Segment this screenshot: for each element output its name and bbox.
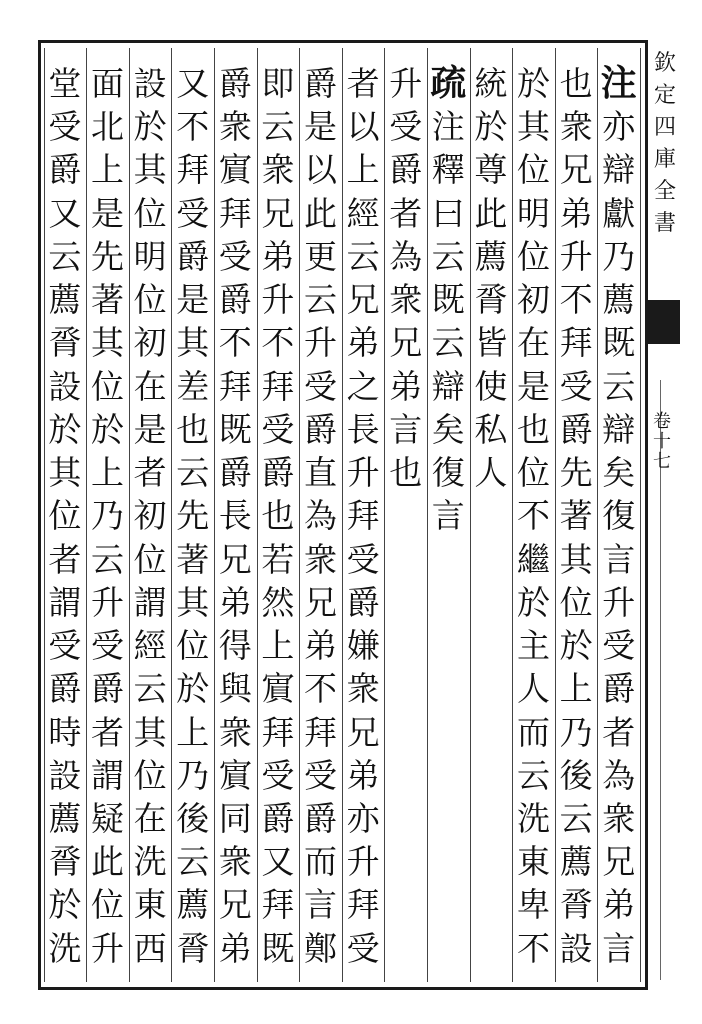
text-char: 獻 (602, 193, 636, 233)
text-char: 繼 (516, 539, 550, 579)
text-char: 洗 (516, 798, 550, 838)
text-char: 不 (176, 107, 210, 147)
text-char: 拜 (261, 712, 295, 752)
text-char: 上 (559, 669, 593, 709)
text-column (299, 62, 342, 970)
text-char: 初 (133, 496, 167, 536)
text-char: 乃 (90, 496, 124, 536)
text-char: 先 (559, 453, 593, 493)
text-char: 升 (346, 453, 380, 493)
text-char: 尊 (474, 150, 508, 190)
text-char: 弟 (346, 323, 380, 363)
text-column (129, 62, 172, 970)
text-char: 也 (559, 64, 593, 103)
text-char: 衆 (261, 150, 295, 190)
text-char: 此 (90, 842, 124, 882)
text-char: 賔 (261, 669, 295, 709)
text-char: 此 (303, 193, 337, 233)
text-char: 初 (133, 323, 167, 363)
text-char: 卑 (516, 885, 550, 925)
text-char: 位 (176, 626, 210, 666)
text-char: 鄭 (303, 928, 337, 968)
annotation-marker: 注 (600, 62, 637, 104)
text-column (44, 62, 87, 970)
text-char: 設 (133, 64, 167, 103)
text-char: 受 (346, 539, 380, 579)
text-char: 兄 (346, 712, 380, 752)
text-char: 復 (431, 453, 465, 493)
text-char: 兄 (218, 539, 252, 579)
text-char: 此 (474, 193, 508, 233)
text-char: 升 (90, 582, 124, 622)
text-char: 設 (48, 366, 82, 406)
text-char: 時 (48, 712, 82, 752)
text-char: 是 (133, 409, 167, 449)
text-char: 拜 (303, 712, 337, 752)
text-char: 著 (90, 280, 124, 320)
text-char: 不 (516, 928, 550, 968)
text-char: 其 (516, 107, 550, 147)
text-char: 爵 (48, 150, 82, 190)
text-char: 升 (303, 323, 337, 363)
text-char: 東 (133, 885, 167, 925)
text-char: 疑 (90, 798, 124, 838)
text-char: 上 (346, 150, 380, 190)
text-char: 而 (303, 842, 337, 882)
text-char: 謂 (48, 582, 82, 622)
text-column (171, 62, 214, 970)
text-char: 上 (90, 453, 124, 493)
text-char: 而 (516, 712, 550, 752)
text-char: 兄 (559, 150, 593, 190)
text-char: 位 (516, 150, 550, 190)
text-char: 云 (176, 842, 210, 882)
text-char: 衆 (303, 539, 337, 579)
text-char: 辯 (431, 366, 465, 406)
text-char: 於 (133, 107, 167, 147)
text-char: 以 (346, 107, 380, 147)
text-char: 也 (389, 453, 423, 493)
text-char: 乃 (559, 712, 593, 752)
text-char: 爵 (218, 280, 252, 320)
text-char: 爵 (261, 453, 295, 493)
text-char: 於 (559, 626, 593, 666)
text-char: 是 (303, 107, 337, 147)
text-char: 釋 (431, 150, 465, 190)
juan-char: 卷 (653, 411, 671, 432)
text-char: 弟 (218, 928, 252, 968)
text-char: 云 (303, 280, 337, 320)
text-char: 言 (602, 928, 636, 968)
text-char: 與 (218, 669, 252, 709)
text-char: 矣 (431, 409, 465, 449)
text-char: 言 (431, 496, 465, 536)
text-char: 同 (218, 798, 252, 838)
text-char: 長 (218, 496, 252, 536)
text-char: 著 (559, 496, 593, 536)
text-char: 謂 (133, 582, 167, 622)
text-char: 薦 (48, 280, 82, 320)
text-char: 東 (516, 842, 550, 882)
column-rule (640, 48, 641, 982)
text-char: 弟 (303, 626, 337, 666)
text-char: 薦 (48, 798, 82, 838)
text-char: 得 (218, 626, 252, 666)
margin-char: 欽 (653, 51, 676, 76)
text-char: 拜 (346, 885, 380, 925)
text-char: 之 (346, 366, 380, 406)
text-char: 為 (602, 755, 636, 795)
text-char: 脀 (48, 842, 82, 882)
text-char: 拜 (176, 150, 210, 190)
text-char: 上 (261, 626, 295, 666)
text-char: 爵 (48, 669, 82, 709)
text-char: 拜 (218, 193, 252, 233)
margin-title (650, 48, 680, 240)
text-char: 受 (261, 409, 295, 449)
text-char: 又 (48, 193, 82, 233)
text-char: 位 (133, 539, 167, 579)
text-char: 更 (303, 236, 337, 276)
text-char: 爵 (261, 798, 295, 838)
text-char: 位 (133, 755, 167, 795)
text-char: 於 (516, 582, 550, 622)
text-char: 經 (346, 193, 380, 233)
text-char: 私 (474, 409, 508, 449)
text-char: 即 (261, 64, 295, 103)
text-char: 云 (431, 236, 465, 276)
text-column (384, 62, 427, 494)
text-char: 云 (48, 236, 82, 276)
text-char: 云 (261, 107, 295, 147)
text-char: 以 (303, 150, 337, 190)
text-char: 是 (516, 366, 550, 406)
text-char: 爵 (389, 150, 423, 190)
text-column (512, 62, 555, 970)
juan-char: 七 (653, 451, 671, 472)
text-char: 拜 (559, 323, 593, 363)
juan-char: 十 (653, 431, 671, 452)
text-char: 矣 (602, 453, 636, 493)
text-char: 不 (218, 323, 252, 363)
text-char: 位 (516, 453, 550, 493)
text-char: 位 (133, 280, 167, 320)
text-char: 於 (48, 885, 82, 925)
text-char: 受 (559, 366, 593, 406)
text-char: 不 (303, 669, 337, 709)
text-char: 脀 (48, 323, 82, 363)
text-char: 洗 (133, 842, 167, 882)
text-char: 後 (176, 798, 210, 838)
margin-char: 定 (653, 83, 676, 108)
text-char: 也 (261, 496, 295, 536)
text-char: 者 (346, 64, 380, 103)
text-char: 云 (431, 323, 465, 363)
text-char: 受 (261, 755, 295, 795)
text-char: 於 (474, 107, 508, 147)
text-char: 衆 (346, 669, 380, 709)
text-char: 位 (559, 582, 593, 622)
text-char: 爵 (218, 453, 252, 493)
text-char: 衆 (602, 798, 636, 838)
text-char: 面 (90, 64, 124, 103)
text-char: 其 (133, 712, 167, 752)
text-char: 賔 (218, 755, 252, 795)
text-char: 既 (602, 323, 636, 363)
text-char: 洗 (48, 928, 82, 968)
text-char: 弟 (346, 755, 380, 795)
text-char: 受 (303, 755, 337, 795)
text-char: 乃 (176, 755, 210, 795)
text-char: 經 (133, 626, 167, 666)
text-char: 人 (516, 669, 550, 709)
text-char: 升 (389, 64, 423, 103)
text-char: 拜 (261, 366, 295, 406)
text-column (597, 62, 640, 970)
text-char: 爵 (303, 409, 337, 449)
text-char: 復 (602, 496, 636, 536)
text-char: 又 (261, 842, 295, 882)
text-char: 衆 (218, 712, 252, 752)
text-char: 薦 (602, 280, 636, 320)
text-char: 受 (346, 928, 380, 968)
text-column (86, 62, 129, 970)
text-char: 者 (90, 712, 124, 752)
text-char: 升 (602, 582, 636, 622)
text-char: 北 (90, 107, 124, 147)
text-char: 薦 (559, 842, 593, 882)
text-char: 云 (559, 798, 593, 838)
text-column (470, 62, 513, 494)
text-char: 云 (90, 539, 124, 579)
text-char: 兄 (261, 193, 295, 233)
margin-char: 庫 (653, 147, 676, 172)
text-char: 弟 (389, 366, 423, 406)
text-char: 為 (389, 236, 423, 276)
text-char: 位 (90, 366, 124, 406)
text-char: 衆 (389, 280, 423, 320)
text-char: 弟 (261, 236, 295, 276)
text-char: 上 (90, 150, 124, 190)
text-char: 堂 (48, 64, 82, 103)
text-char: 弟 (559, 193, 593, 233)
text-char: 爵 (303, 798, 337, 838)
text-char: 云 (133, 669, 167, 709)
text-char: 者 (133, 453, 167, 493)
margin-juan (648, 412, 676, 472)
text-char: 又 (176, 64, 210, 103)
text-char: 著 (176, 539, 210, 579)
text-char: 不 (261, 323, 295, 363)
text-char: 既 (431, 280, 465, 320)
text-char: 為 (303, 496, 337, 536)
text-char: 受 (303, 366, 337, 406)
text-column (555, 62, 598, 970)
text-char: 拜 (346, 496, 380, 536)
text-char: 其 (90, 323, 124, 363)
text-char: 拜 (218, 366, 252, 406)
text-char: 於 (90, 409, 124, 449)
text-char: 直 (303, 453, 337, 493)
margin-char: 全 (653, 179, 676, 204)
text-char: 脀 (559, 885, 593, 925)
text-char: 西 (133, 928, 167, 968)
text-char: 也 (516, 409, 550, 449)
text-char: 既 (218, 409, 252, 449)
text-char: 衆 (218, 107, 252, 147)
text-char: 爵 (559, 409, 593, 449)
annotation-marker: 疏 (430, 62, 467, 104)
text-char: 受 (48, 107, 82, 147)
text-char: 位 (133, 193, 167, 233)
text-char: 設 (559, 928, 593, 968)
text-char: 辯 (602, 409, 636, 449)
text-char: 上 (176, 712, 210, 752)
text-char: 皆 (474, 323, 508, 363)
text-char: 使 (474, 366, 508, 406)
text-char: 也 (176, 409, 210, 449)
text-char: 其 (133, 150, 167, 190)
text-char: 然 (261, 582, 295, 622)
text-char: 先 (90, 236, 124, 276)
text-char: 明 (133, 236, 167, 276)
text-char: 不 (516, 496, 550, 536)
text-char: 爵 (303, 64, 337, 103)
text-char: 若 (261, 539, 295, 579)
text-char: 者 (389, 193, 423, 233)
text-char: 受 (176, 193, 210, 233)
text-char: 爵 (218, 64, 252, 103)
text-char: 受 (389, 107, 423, 147)
text-char: 嫌 (346, 626, 380, 666)
text-char: 主 (516, 626, 550, 666)
text-char: 升 (559, 236, 593, 276)
text-char: 在 (133, 366, 167, 406)
text-char: 辯 (602, 150, 636, 190)
text-char: 注 (431, 107, 465, 147)
text-char: 位 (516, 236, 550, 276)
text-char: 者 (602, 712, 636, 752)
text-char: 云 (176, 453, 210, 493)
text-char: 衆 (218, 842, 252, 882)
text-char: 兄 (218, 885, 252, 925)
text-char: 薦 (176, 885, 210, 925)
text-char: 於 (176, 669, 210, 709)
text-char: 人 (474, 453, 508, 493)
text-char: 脀 (176, 928, 210, 968)
text-char: 言 (602, 539, 636, 579)
text-char: 設 (48, 755, 82, 795)
text-char: 受 (218, 236, 252, 276)
margin-char: 書 (653, 211, 676, 236)
text-column (257, 62, 300, 970)
text-char: 升 (90, 928, 124, 968)
text-char: 弟 (218, 582, 252, 622)
text-char: 兄 (602, 842, 636, 882)
text-char: 受 (90, 626, 124, 666)
text-char: 云 (602, 366, 636, 406)
text-char: 云 (516, 755, 550, 795)
text-char: 弟 (602, 885, 636, 925)
text-column (342, 62, 385, 970)
text-char: 薦 (474, 236, 508, 276)
text-char: 其 (176, 582, 210, 622)
text-char: 其 (48, 453, 82, 493)
text-char: 爵 (176, 236, 210, 276)
text-char: 於 (516, 64, 550, 103)
text-char: 明 (516, 193, 550, 233)
text-char: 兄 (346, 280, 380, 320)
text-char: 賔 (218, 150, 252, 190)
text-char: 衆 (559, 107, 593, 147)
text-char: 爵 (602, 669, 636, 709)
text-char: 後 (559, 755, 593, 795)
text-char: 曰 (431, 193, 465, 233)
text-char: 受 (48, 626, 82, 666)
text-char: 者 (48, 539, 82, 579)
text-char: 位 (48, 496, 82, 536)
text-char: 於 (48, 409, 82, 449)
text-char: 亦 (346, 798, 380, 838)
text-char: 拜 (261, 885, 295, 925)
text-char: 受 (602, 626, 636, 666)
text-char: 乃 (602, 236, 636, 276)
text-char: 其 (176, 323, 210, 363)
text-char: 爵 (90, 669, 124, 709)
text-column (427, 62, 470, 538)
text-char: 脀 (474, 280, 508, 320)
text-char: 初 (516, 280, 550, 320)
text-char: 在 (133, 798, 167, 838)
text-char: 兄 (303, 582, 337, 622)
text-char: 升 (346, 842, 380, 882)
text-char: 其 (559, 539, 593, 579)
text-char: 在 (516, 323, 550, 363)
text-char: 是 (90, 193, 124, 233)
text-char: 亦 (602, 107, 636, 147)
text-char: 位 (90, 885, 124, 925)
text-char: 先 (176, 496, 210, 536)
text-char: 言 (389, 409, 423, 449)
text-char: 謂 (90, 755, 124, 795)
text-char: 統 (474, 64, 508, 103)
text-char: 升 (261, 280, 295, 320)
margin-char: 四 (653, 115, 676, 140)
text-char: 既 (261, 928, 295, 968)
fishtail-mark (648, 300, 680, 344)
text-char: 兄 (389, 323, 423, 363)
text-char: 言 (303, 885, 337, 925)
text-char: 長 (346, 409, 380, 449)
text-char: 不 (559, 280, 593, 320)
text-char: 差 (176, 366, 210, 406)
text-char: 云 (346, 236, 380, 276)
text-column (214, 62, 257, 970)
text-char: 爵 (346, 582, 380, 622)
text-char: 是 (176, 280, 210, 320)
